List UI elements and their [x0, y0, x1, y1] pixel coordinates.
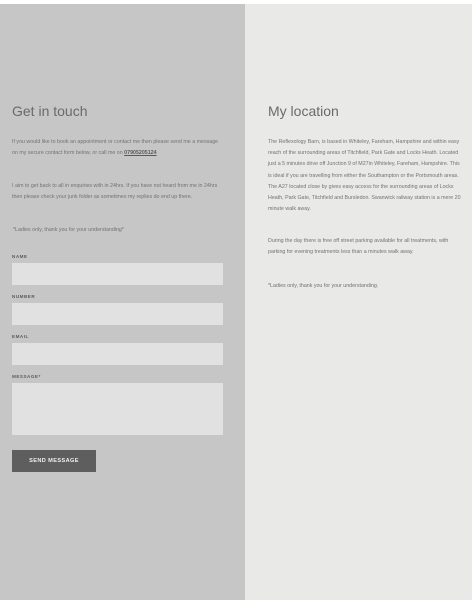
reply-note: I aim to get back to all in enquiries with in 24hrs. If you have not heard from me in 24hrs then please check your junk folder as sometimes my replies do end up there.	[12, 183, 218, 201]
email-input[interactable]	[12, 343, 223, 365]
contact-intro	[12, 137, 224, 159]
number-label: NUMBER	[12, 294, 36, 299]
phone-link[interactable]: 07905205124	[124, 150, 157, 157]
send-message-button[interactable]: SEND MESSAGE	[12, 450, 96, 472]
ladies-note: *Ladies only, thank you for your understanding*	[13, 227, 124, 233]
message-label: MESSAGE*	[12, 374, 41, 379]
contact-panel	[0, 4, 245, 600]
contact-intro-text: If you would like to book an appointment or contact me then please send me a message on my secure contact form below, or call me on	[12, 139, 219, 157]
message-textarea[interactable]	[12, 383, 223, 435]
name-input[interactable]	[12, 263, 223, 285]
name-label: NAME	[12, 254, 28, 259]
contact-heading: Get in touch	[12, 103, 88, 119]
number-input[interactable]	[12, 303, 223, 325]
location-paragraph-2: During the day there is free off street parking available for all treatments, with parking for evening treatments less than a minutes walk away.	[268, 238, 449, 256]
location-paragraph-1: The Reflexology Barn, is based in Whiteley, Fareham, Hampshire and within easy reach of the surrounding areas of Titchfield, Park Gate and Locks Heath. Located just a 5 minutes drive off Junction 9 of M27in Whiteley, Fareham, Hampshire. This is ideal if you are travelling from either the Southampton or the Portsmouth areas. The A27 located close by gives easy access for the surrounding areas of Locks Heath, Park Gate, Titchfield and Bursledon. Swanwick railway station is a mere 20 minute walk away.	[268, 139, 461, 213]
location-heading: My location	[268, 103, 339, 119]
location-note: *Ladies only, thank you for your understanding.	[268, 283, 379, 289]
location-panel	[245, 4, 472, 600]
email-label: EMAIL	[12, 334, 29, 339]
